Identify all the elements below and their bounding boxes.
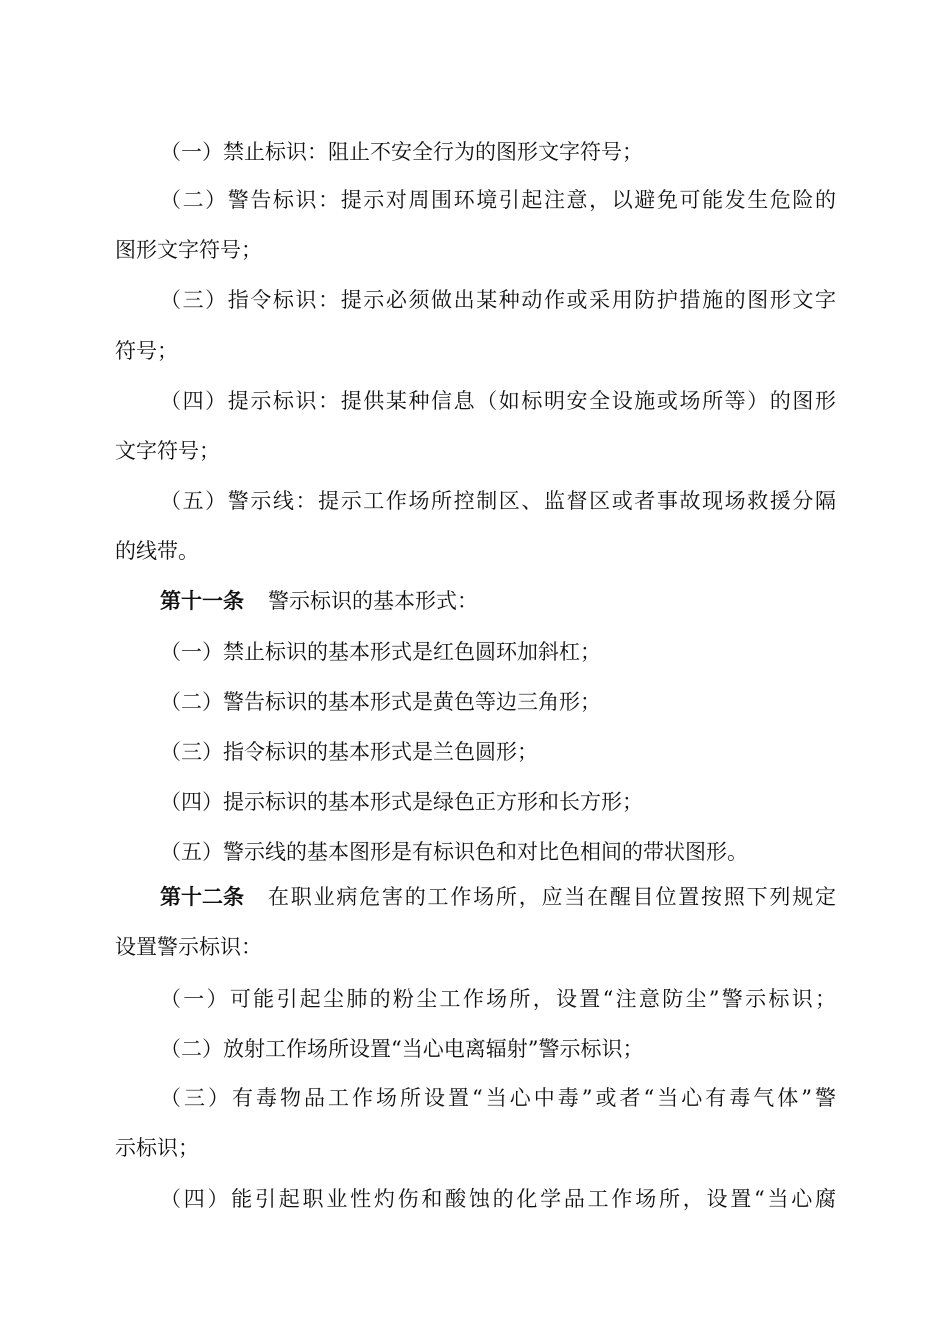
article-12-item-3-line2: 示标识；: [115, 1136, 199, 1160]
paragraph-warning-sign-line1: （二）警告标识：提示对周围环境引起注意，以避免可能发生危险的: [160, 188, 836, 212]
paragraph-warning-line-line2: 的线带。: [115, 539, 199, 563]
article-11-item-2: （二）警告标识的基本形式是黄色等边三角形；: [160, 690, 601, 714]
article-11: [160, 586, 478, 616]
article-12-item-1: （一）可能引起尘肺的粉尘工作场所，设置“注意防尘”警示标识；: [160, 987, 836, 1011]
article-11-text: 警示标识的基本形式：: [268, 589, 478, 613]
article-11-item-5: （五）警示线的基本图形是有标识色和对比色相间的带状图形。: [160, 840, 748, 864]
article-12-text: 在职业病危害的工作场所，应当在醒目位置按照下列规定: [268, 885, 836, 909]
article-12: [160, 882, 836, 912]
paragraph-instruction-sign-line2: 符号；: [115, 339, 178, 363]
article-12-label: 第十二条: [160, 884, 244, 909]
article-11-label: 第十一条: [160, 588, 244, 613]
article-12-line2: 设置警示标识：: [115, 935, 262, 959]
article-12-item-4-line1: （四）能引起职业性灼伤和酸蚀的化学品工作场所，设置“当心腐: [160, 1187, 836, 1211]
paragraph-prohibition-sign: （一）禁止标识：阻止不安全行为的图形文字符号；: [160, 140, 643, 164]
article-11-item-3: （三）指令标识的基本形式是兰色圆形；: [160, 740, 538, 764]
paragraph-warning-line-line1: （五）警示线：提示工作场所控制区、监督区或者事故现场救援分隔: [160, 489, 836, 513]
paragraph-hint-sign-line1: （四）提示标识：提供某种信息（如标明安全设施或场所等）的图形: [160, 389, 836, 413]
article-12-item-3-line1: （三）有毒物品工作场所设置“当心中毒”或者“当心有毒气体”警: [160, 1086, 836, 1110]
paragraph-instruction-sign-line1: （三）指令标识：提示必须做出某种动作或采用防护措施的图形文字: [160, 288, 836, 312]
article-11-item-1: （一）禁止标识的基本形式是红色圆环加斜杠；: [160, 640, 601, 664]
paragraph-hint-sign-line2: 文字符号；: [115, 439, 220, 463]
paragraph-warning-sign-line2: 图形文字符号；: [115, 238, 262, 262]
article-11-item-4: （四）提示标识的基本形式是绿色正方形和长方形；: [160, 790, 643, 814]
article-12-item-2: （二）放射工作场所设置“当心电离辐射”警示标识；: [160, 1037, 644, 1061]
